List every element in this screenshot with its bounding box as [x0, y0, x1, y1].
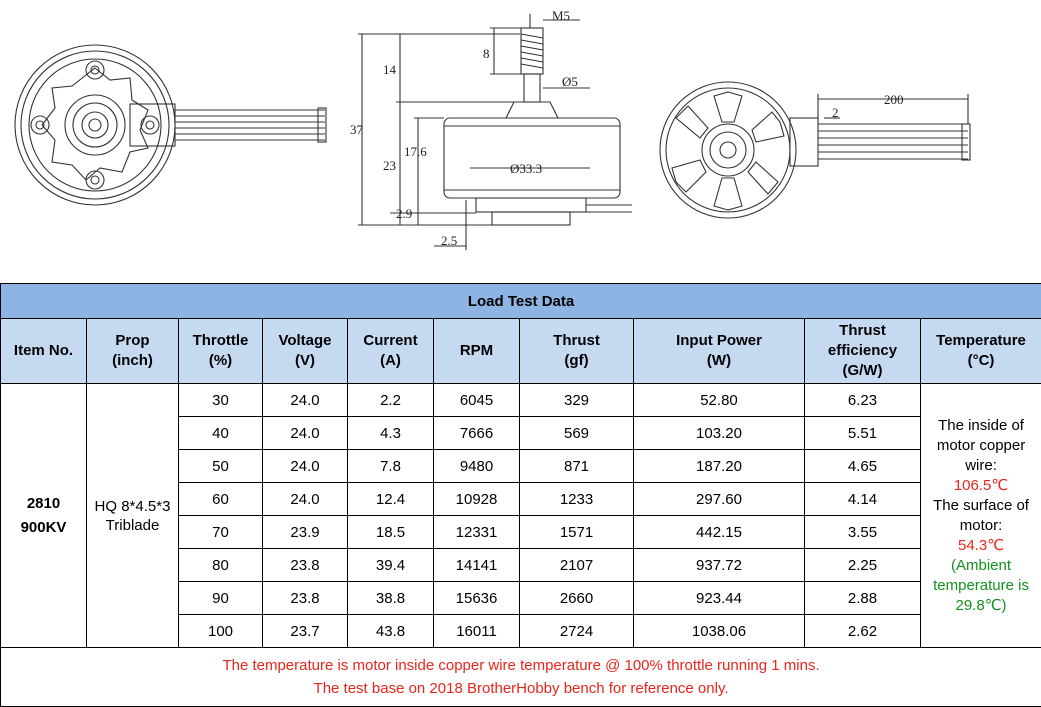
header-thrust-efficiency-line: efficiency — [827, 342, 898, 359]
cell-current: 12.4 — [348, 483, 434, 516]
cell-voltage: 24.0 — [263, 417, 348, 450]
cell-current: 18.5 — [348, 516, 434, 549]
cell-thrust-efficiency: 4.14 — [805, 483, 921, 516]
cell-throttle: 70 — [179, 516, 263, 549]
dim-body-label: Ø33.3 — [510, 161, 543, 176]
cell-input-power: 103.20 — [634, 417, 805, 450]
header-thrust — [520, 319, 634, 384]
cell-voltage: 24.0 — [263, 384, 348, 417]
header-temperature-line: (°C) — [967, 352, 995, 369]
header-thrust-efficiency-line: (G/W) — [842, 362, 883, 379]
inside-temp-label: motor copper — [936, 436, 1026, 454]
cell-voltage: 24.0 — [263, 483, 348, 516]
dim-23-label: 23 — [383, 158, 396, 173]
table-row — [1, 384, 1041, 417]
cell-thrust-efficiency: 2.88 — [805, 582, 921, 615]
header-throttle-line: (%) — [208, 352, 233, 369]
cell-throttle: 40 — [179, 417, 263, 450]
cell-thrust: 2724 — [520, 615, 634, 648]
ambient-temp-note: temperature is — [933, 576, 1029, 594]
cell-voltage: 23.8 — [263, 582, 348, 615]
column-header-row — [1, 319, 1041, 384]
prop-line: HQ 8*4.5*3 — [94, 497, 171, 515]
inside-temp-value: 106.5℃ — [953, 476, 1009, 494]
cell-current: 43.8 — [348, 615, 434, 648]
dim-200-label: 200 — [884, 92, 904, 107]
header-prop — [87, 319, 179, 384]
header-temperature — [921, 319, 1041, 384]
cell-throttle: 50 — [179, 450, 263, 483]
prop-cell — [87, 384, 179, 648]
cell-thrust-efficiency: 4.65 — [805, 450, 921, 483]
cell-input-power: 1038.06 — [634, 615, 805, 648]
cell-thrust-efficiency: 2.25 — [805, 549, 921, 582]
cell-thrust: 329 — [520, 384, 634, 417]
header-input-power-line: Input Power — [676, 332, 762, 349]
cell-rpm: 14141 — [434, 549, 520, 582]
header-current — [348, 319, 434, 384]
test-notes — [1, 648, 1041, 707]
header-prop-line: (inch) — [112, 352, 153, 369]
table-title: Load Test Data — [1, 284, 1041, 319]
cell-input-power: 297.60 — [634, 483, 805, 516]
cell-current: 4.3 — [348, 417, 434, 450]
cell-throttle: 30 — [179, 384, 263, 417]
dim-2-5-label: 2.5 — [441, 233, 458, 248]
ambient-temp-note: (Ambient — [951, 556, 1012, 574]
motor-bottom-view — [660, 82, 970, 218]
cell-thrust: 2107 — [520, 549, 634, 582]
header-item-no — [1, 319, 87, 384]
cell-thrust-efficiency: 6.23 — [805, 384, 921, 417]
header-current-line: Current — [363, 332, 418, 349]
surface-temp-label: motor: — [959, 516, 1003, 534]
item-number-line: 900KV — [20, 518, 67, 536]
header-throttle — [179, 319, 263, 384]
inside-temp-label: The inside of — [938, 416, 1024, 434]
load-test-table — [0, 283, 1041, 707]
header-temperature-line: Temperature — [936, 332, 1026, 349]
surface-temp-label: The surface of — [933, 496, 1029, 514]
cell-thrust-efficiency: 5.51 — [805, 417, 921, 450]
dim-shaft-label: Ø5 — [562, 74, 578, 89]
cell-throttle: 90 — [179, 582, 263, 615]
cell-thrust-efficiency: 2.62 — [805, 615, 921, 648]
cell-rpm: 9480 — [434, 450, 520, 483]
cell-throttle: 60 — [179, 483, 263, 516]
header-thrust-line: Thrust — [553, 332, 600, 349]
note-line-2: The test base on 2018 BrotherHobby bench for reference only. — [313, 680, 729, 697]
cell-rpm: 15636 — [434, 582, 520, 615]
item-number-line: 2810 — [26, 494, 61, 512]
cell-rpm: 16011 — [434, 615, 520, 648]
header-prop-line: Prop — [115, 332, 150, 349]
cell-voltage: 24.0 — [263, 450, 348, 483]
header-throttle-line: Throttle — [192, 332, 249, 349]
dim-2-9-label: 2.9 — [396, 206, 413, 221]
dim-17-6-label: 17.6 — [404, 144, 427, 159]
cell-throttle: 80 — [179, 549, 263, 582]
header-voltage — [263, 319, 348, 384]
dim-thread-label: M5 — [552, 8, 571, 23]
prop-line: Triblade — [105, 516, 160, 534]
cell-input-power: 442.15 — [634, 516, 805, 549]
header-input-power — [634, 319, 805, 384]
header-thrust-line: (gf) — [564, 352, 589, 369]
cell-current: 38.8 — [348, 582, 434, 615]
temperature-cell — [921, 384, 1041, 648]
note-line-1: The temperature is motor inside copper wire temperature @ 100% throttle running 1 mins. — [222, 657, 820, 674]
dim-2-label: 2 — [832, 105, 839, 120]
cell-rpm: 6045 — [434, 384, 520, 417]
dim-14-label: 14 — [383, 62, 396, 77]
header-thrust-efficiency-line: Thrust — [839, 322, 886, 339]
header-rpm — [434, 319, 520, 384]
inside-temp-label: wire: — [965, 456, 997, 474]
ambient-temp-note: 29.8℃) — [955, 596, 1007, 614]
cell-throttle: 100 — [179, 615, 263, 648]
header-current-line: (A) — [380, 352, 401, 369]
cell-thrust-efficiency: 3.55 — [805, 516, 921, 549]
surface-temp-value: 54.3℃ — [958, 536, 1005, 554]
header-input-power-line: (W) — [706, 352, 732, 369]
cell-voltage: 23.7 — [263, 615, 348, 648]
cell-rpm: 10928 — [434, 483, 520, 516]
header-rpm-line: RPM — [459, 342, 494, 359]
dim-37-label: 37 — [350, 122, 363, 137]
cell-rpm: 12331 — [434, 516, 520, 549]
cell-current: 2.2 — [348, 384, 434, 417]
cell-voltage: 23.9 — [263, 516, 348, 549]
motor-top-view — [15, 45, 326, 205]
header-voltage-line: Voltage — [278, 332, 332, 349]
cell-input-power: 923.44 — [634, 582, 805, 615]
motor-technical-drawing — [0, 0, 1041, 282]
cell-thrust: 1233 — [520, 483, 634, 516]
header-thrust-efficiency — [805, 319, 921, 384]
cell-current: 39.4 — [348, 549, 434, 582]
item-number-cell — [1, 384, 87, 648]
cell-input-power: 187.20 — [634, 450, 805, 483]
cell-thrust: 2660 — [520, 582, 634, 615]
cell-thrust: 1571 — [520, 516, 634, 549]
cell-thrust: 569 — [520, 417, 634, 450]
table-body — [1, 384, 1041, 648]
dim-8-label: 8 — [483, 46, 490, 61]
cell-rpm: 7666 — [434, 417, 520, 450]
header-item-no-line: Item No. — [13, 342, 74, 359]
cell-voltage: 23.8 — [263, 549, 348, 582]
cell-thrust: 871 — [520, 450, 634, 483]
cell-current: 7.8 — [348, 450, 434, 483]
header-voltage-line: (V) — [295, 352, 315, 369]
cell-input-power: 937.72 — [634, 549, 805, 582]
cell-input-power: 52.80 — [634, 384, 805, 417]
